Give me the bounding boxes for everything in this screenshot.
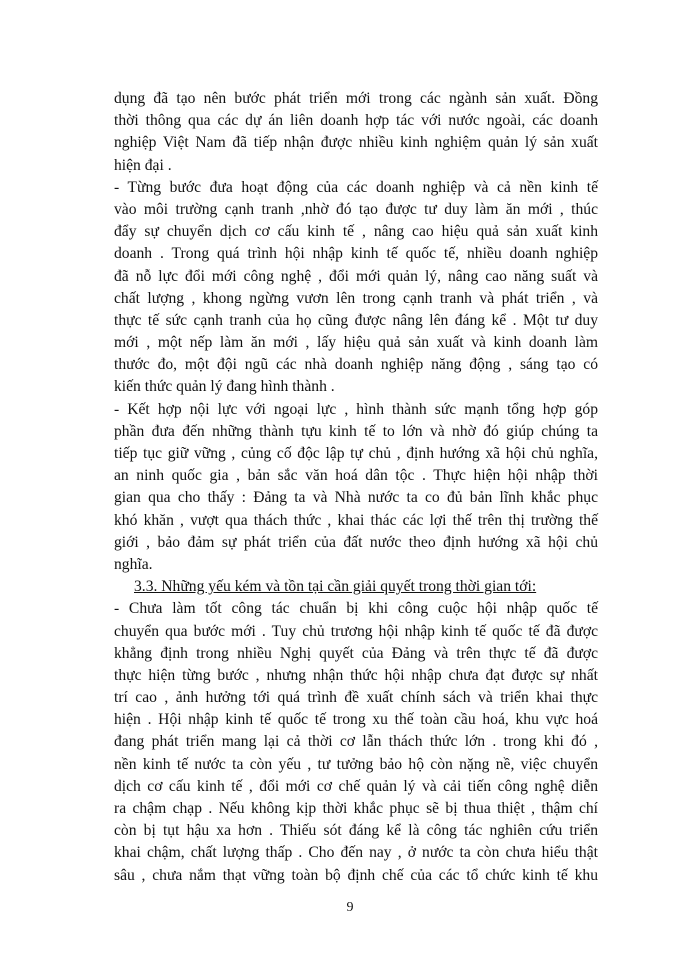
text-line: khai chậm, chất lượng thấp . Cho đến nay , ở nước ta còn chưa hiểu thật	[114, 844, 598, 862]
text-line: khó khăn , vượt qua thách thức , khai thác các lợi thế trên thị trường thế	[114, 511, 598, 529]
text-line: tiếp tục giữ vững , củng cố độc lập tự chủ , định hướng xã hội chủ nghĩa,	[114, 445, 598, 462]
text-line: đẩy sự chuyển dịch cơ cấu kinh tế , nâng cao hiệu quả sản xuất kinh	[114, 223, 598, 241]
text-line: nghiệp Việt Nam đã tiếp nhận được nhiều kinh nghiệm quản lý sản xuất	[114, 134, 598, 152]
text-line: thực hiện từng bước , nhưng nhận thức hội nhập chưa đạt được sự nhất	[114, 666, 598, 684]
text-line: phần đưa đến những thành tựu kinh tế to lớn và nhờ đó giúp chúng ta	[114, 422, 598, 440]
text-line: thước đo, một đội ngũ các nhà doanh nghiệp năng động , sáng tạo có	[114, 356, 598, 374]
text-line: hiện . Hội nhập kinh tế quốc tế trong xu thế toàn cầu hoá, khu vực hoá	[114, 711, 598, 729]
text-line: - Từng bước đưa hoạt động của các doanh nghiệp và cả nền kinh tế	[114, 178, 598, 196]
text-line: chất lượng , khong ngừng vươn lên trong cạnh tranh và phát triển , và	[114, 289, 598, 307]
text-line: trí cao , ảnh hưởng tới quá trình đề xuất chính sách và triển khai thực	[114, 689, 598, 707]
text-line: nền kinh tế nước ta còn yếu , tư tưởng bảo hộ còn nặng nề, việc chuyển	[114, 755, 598, 773]
text-line: gian qua cho thấy : Đảng ta và Nhà nước ta co đủ bản lĩnh khắc phục	[114, 489, 598, 507]
text-line: doanh . Trong quá trình hội nhập kinh tế quốc tế, nhiều doanh nghiệp	[114, 245, 598, 263]
text-line: chuyển qua bước mới . Tuy chủ trương hội nhập kinh tế quốc tế đã được	[114, 622, 598, 640]
text-line: đang phát triển mang lại cả thời cơ lẫn thách thức lớn . trong khi đó ,	[114, 733, 598, 751]
text-line: thời thông qua các dự án liên doanh hợp tác với nước ngoài, các doanh	[114, 112, 598, 130]
text-line: giới , bảo đảm sự phát triển của đất nước theo định hướng xã hội chủ	[114, 533, 598, 551]
page-body	[114, 88, 598, 887]
text-line: - Kết hợp nội lực với ngoại lực , hình thành sức mạnh tổng hợp góp	[114, 400, 598, 418]
text-line: - Chưa làm tốt công tác chuẩn bị khi công cuộc hội nhập quốc tế	[114, 600, 598, 618]
text-line: nghĩa.	[114, 555, 153, 573]
text-line: dụng đã tạo nên bước phát triển mới trong các ngành sản xuất. Đồng	[114, 90, 598, 107]
text-line: sâu , chưa nắm thạt vững toàn bộ định chế của các tổ chức kinh tế khu	[114, 866, 598, 884]
page-number: 9	[346, 900, 354, 915]
text-line: mới , một nếp làm ăn mới , lấy hiệu quả sản xuất và kinh doanh làm	[114, 334, 598, 352]
text-line: dịch cơ cấu kinh tế , đổi mới cơ chế quản lý và cải tiến công nghệ diễn	[114, 777, 598, 795]
text-line: an ninh quốc gia , bản sắc văn hoá dân tộc . Thực hiện hội nhập thời	[114, 467, 598, 485]
text-line: đã nỗ lực đổi mới công nghệ , đổi mới quản lý, nâng cao năng suất và	[114, 267, 598, 285]
text-line: khẳng định trong nhiều Nghị quyết của Đảng và trên thực tế đã được	[114, 644, 598, 662]
text-line: hiện đại .	[114, 156, 172, 174]
text-line: còn bị tụt hậu xa hơn . Thiếu sót đáng kể là công tác nghiên cứu triển	[114, 822, 598, 840]
section-heading: 3.3. Những yếu kém và tồn tại cần giải quyết trong thời gian tới:	[134, 578, 537, 596]
text-line: kiến thức quản lý đang hình thành .	[114, 378, 335, 396]
text-line: thực tế sức cạnh tranh của họ cũng được nâng lên đáng kể . Một tư duy	[114, 311, 598, 329]
text-line: vào môi trường cạnh tranh ,nhờ đó tạo được tư duy làm ăn mới , thúc	[114, 200, 598, 218]
text-line: ra chậm chạp . Nếu không kịp thời khắc phục sẽ bị thua thiệt , thậm chí	[114, 800, 598, 817]
